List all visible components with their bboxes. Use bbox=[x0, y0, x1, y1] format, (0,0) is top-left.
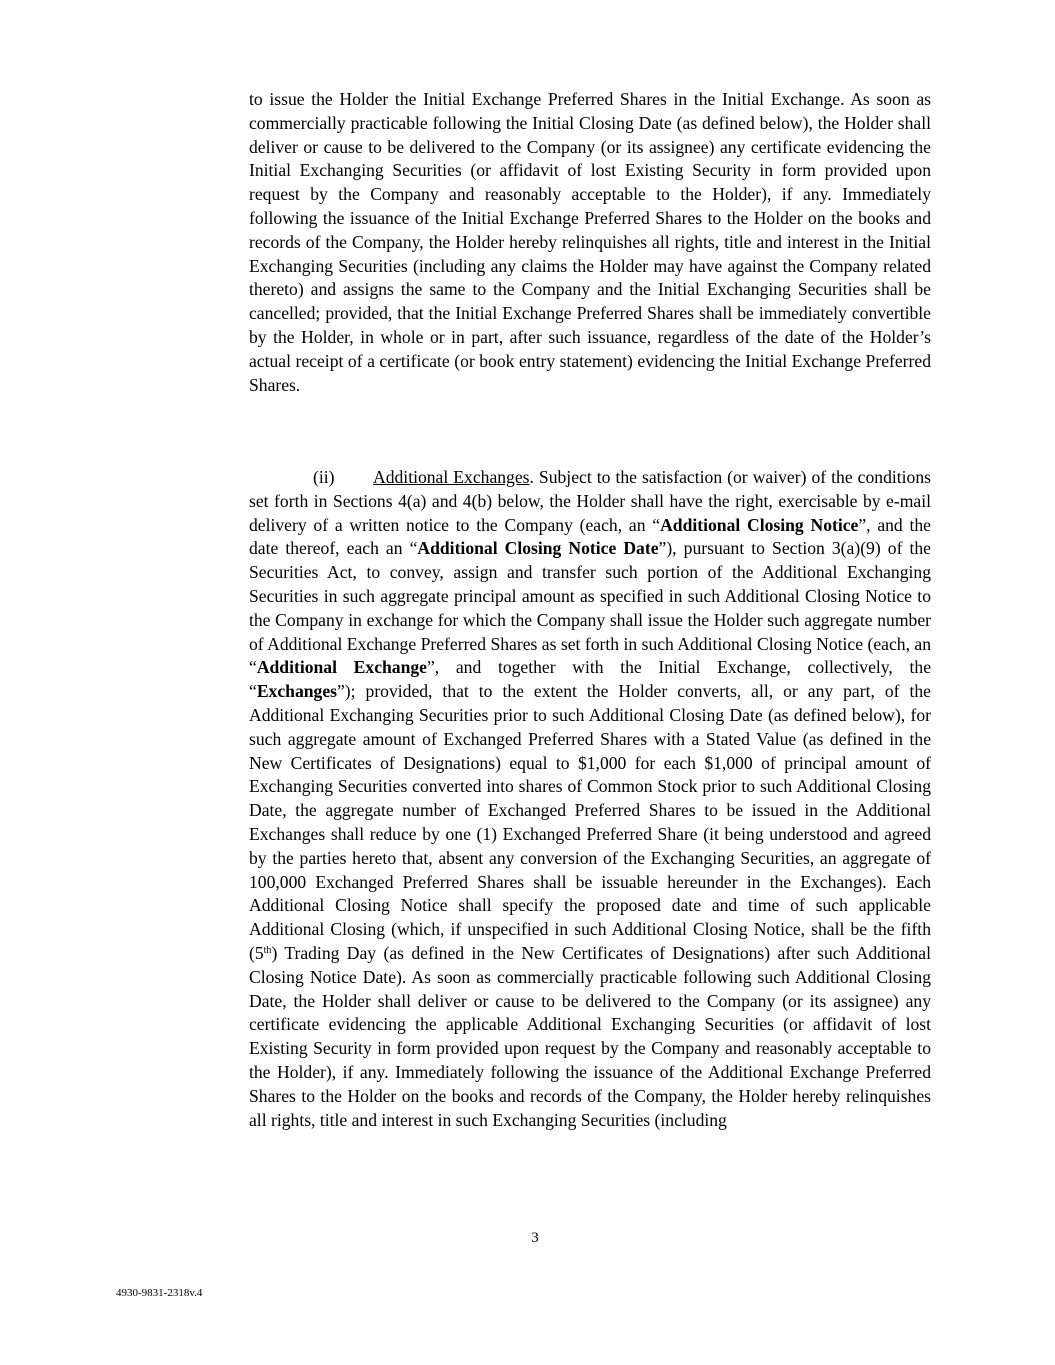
text-run: ”); provided, that to the extent the Holder converts, all, or any part, of the Additional Exchanging Securities prior to such Additional Closing Date (as defined below), for such aggregate amount of Exchanged Preferred Shares with a Stated Value (as defined in the New Certificates of Designations) equal to $1,000 for each $1,000 of principal amount of Exchanging Securities converted into shares of Common Stock prior to such Additional Closing Date, the aggregate number of Exchanged Preferred Shares to be issued in the Additional Exchanges shall reduce by one (1) Exchanged Preferred Share (it being understood and agreed by the parties hereto that, absent any conversion of the Exchanging Securities, an aggregate of 100,000 Exchanged Preferred Shares shall be issuable hereunder in the Exchanges). Each Additional Closing Notice shall specify the proposed date and time of such applicable Additional Closing (which, if unspecified in such Additional Closing Notice, shall be the fifth (5 bbox=[249, 681, 931, 963]
defined-term: Additional Closing Notice bbox=[660, 514, 859, 535]
item-number: (ii) bbox=[313, 467, 335, 487]
defined-term: Additional Exchange bbox=[256, 657, 427, 678]
paragraph-text: to issue the Holder the Initial Exchange Preferred Shares in the Initial Exchange. As soon as commercially practicable following the Initial Closing Date (as defined below), the Holder shall deliver or cause to be delivered to the Company (or its assignee) any certificate evidencing the Initial Exchanging Securities (or affidavit of lost Existing Security in form provided upon request by the Company and reasonably acceptable to the Holder), if any. Immediately following the issuance of the Initial Exchange Preferred Shares to the Holder on the books and records of the Company, the Holder hereby relinquishes all rights, title and interest in the Initial Exchanging Securities (including any claims the Holder may have against the Company related thereto) and assigns the same to the Company and the Initial Exchanging Securities shall be cancelled; provided, that the Initial Exchange Preferred Shares shall be immediately convertible by the Holder, in whole or in part, after such issuance, regardless of the date of the Holder’s actual receipt of a certificate (or book entry statement) evidencing the Initial Exchange Preferred Shares. bbox=[249, 89, 931, 395]
defined-term: Exchanges bbox=[256, 681, 337, 702]
text-run: . Subject to the satisfaction (or waiver) of the conditions set forth in Sections 4(a) and 4(b) below, the Holder shall have the right, exercisable by e-mail delivery of a written notice to the Company (each, an “ bbox=[249, 467, 931, 535]
paragraph-additional-exchanges bbox=[249, 466, 931, 1132]
page-number: 3 bbox=[531, 1230, 539, 1246]
document-id: 4930-9831-2318v.4 bbox=[116, 1287, 203, 1299]
text-run: ”, and the date thereof, each an “ bbox=[249, 514, 931, 559]
text-run: ”), pursuant to Section 3(a)(9) of the Securities Act, to convey, assign and transfer such portion of the Additional Exchanging Securities in such aggregate principal amount as specified in such Additional Closing Notice to the Company in exchange for which the Company shall issue the Holder such aggregate number of Additional Exchange Preferred Shares as set forth in such Additional Closing Notice (each, an “ bbox=[249, 538, 931, 678]
paragraph-initial-exchange bbox=[249, 88, 931, 397]
defined-term: Additional Closing Notice Date bbox=[417, 538, 659, 559]
text-run: ”, and together with the Initial Exchange, collectively, the “ bbox=[249, 657, 931, 702]
text-run: ) Trading Day (as defined in the New Certificates of Designations) after such Additional Closing Notice Date). As soon as commercially practicable following such Additional Closing Date, the Holder shall deliver or cause to be delivered to the Company (or its assignee) any certificate evidencing the applicable Additional Exchanging Securities (or affidavit of lost Existing Security in form provided upon request by the Company and reasonably acceptable to the Holder), if any. Immediately following the issuance of the Additional Exchange Preferred Shares to the Holder on the books and records of the Company, the Holder hereby relinquishes all rights, title and interest in such Exchanging Securities (including bbox=[249, 942, 931, 1130]
section-heading: Additional Exchanges bbox=[373, 467, 530, 487]
superscript: th bbox=[263, 944, 272, 956]
